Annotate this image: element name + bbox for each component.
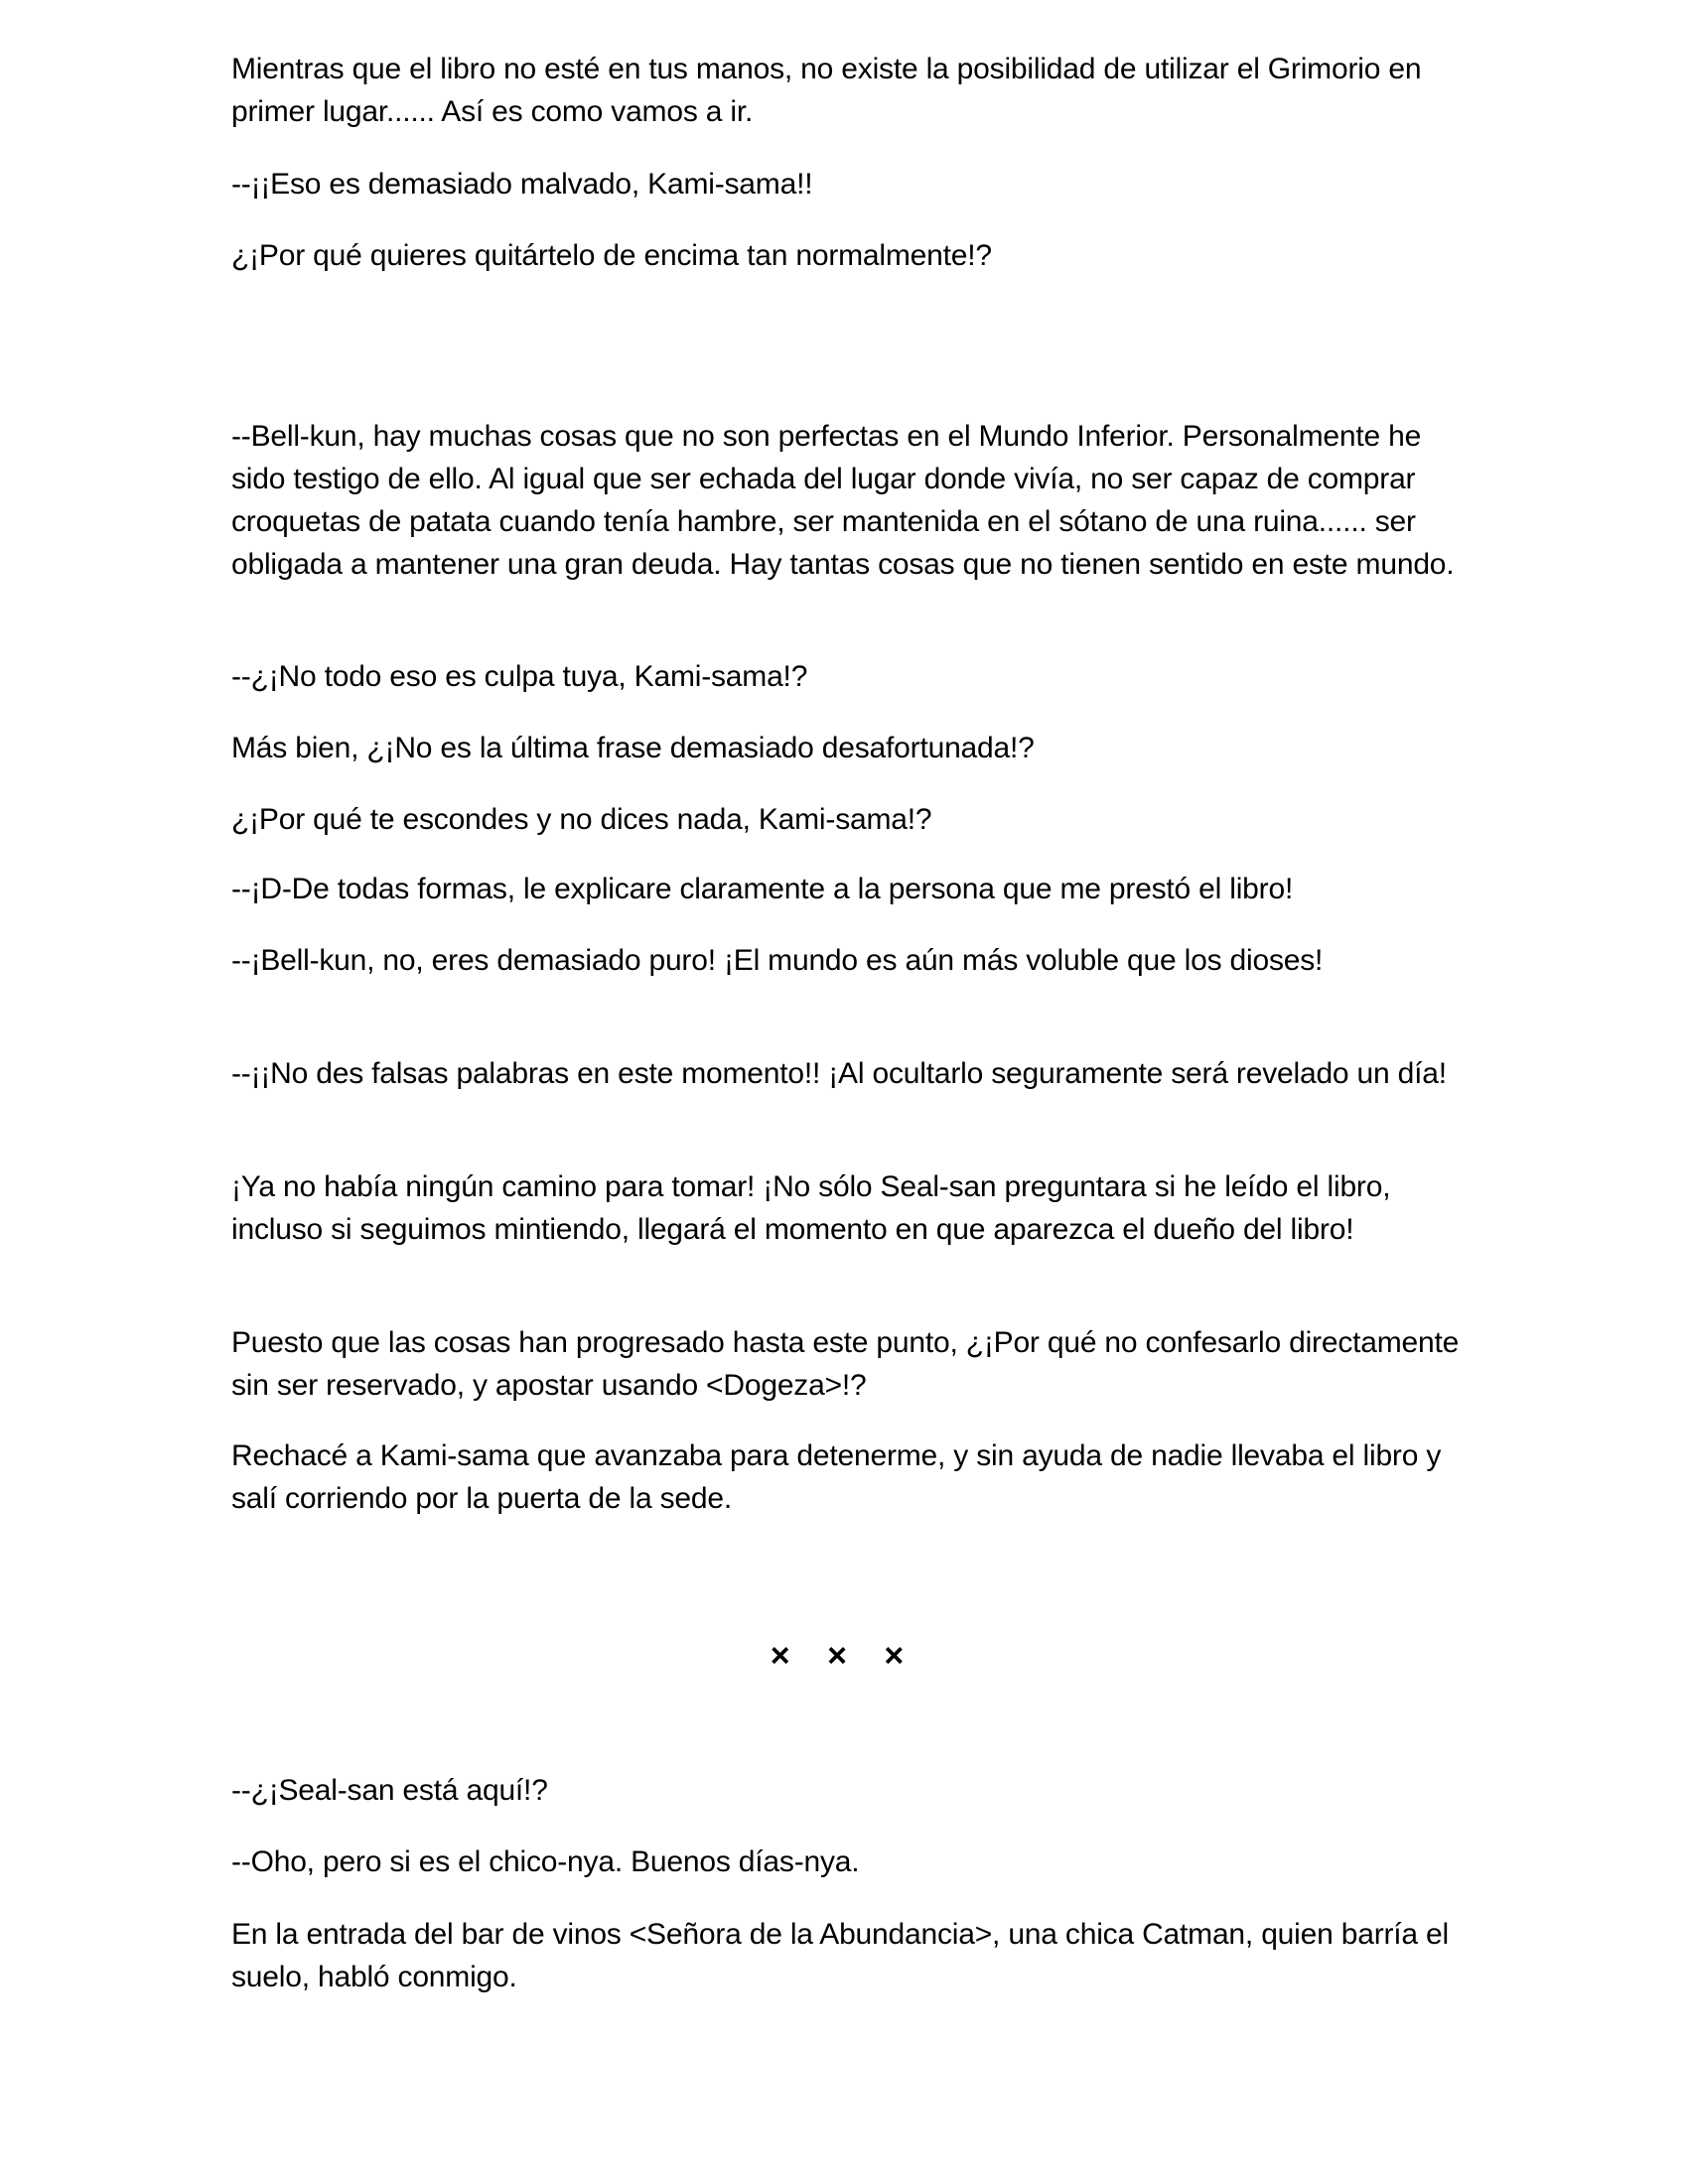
paragraph: En la entrada del bar de vinos <Señora de la Abundancia>, una chica Catman, quien barría el suelo, habló conmigo. [231, 1918, 1449, 1993]
paragraph: --¡¡Eso es demasiado malvado, Kami-sama!! [231, 168, 813, 201]
paragraph: --¡Bell-kun, no, eres demasiado puro! ¡El mundo es aún más voluble que los dioses! [231, 944, 1324, 977]
paragraph: --¿¡No todo eso es culpa tuya, Kami-sama!? [231, 660, 808, 693]
paragraph: Puesto que las cosas han progresado hasta este punto, ¿¡Por qué no confesarlo directamente sin ser reservado, y apostar usando <Dogeza>!? [231, 1326, 1460, 1402]
paragraph: Más bien, ¿¡No es la última frase demasiado desafortunada!? [231, 732, 1035, 764]
paragraph: ¿¡Por qué quieres quitártelo de encima tan normalmente!? [231, 239, 992, 272]
paragraph: ¿¡Por qué te escondes y no dices nada, Kami-sama!? [231, 803, 932, 836]
scene-break-marker: × × × [770, 1637, 918, 1675]
paragraph: --¡D-De todas formas, le explicare claramente a la persona que me prestó el libro! [231, 873, 1294, 905]
paragraph: --Bell-kun, hay muchas cosas que no son perfectas en el Mundo Inferior. Personalmente he sido testigo de ello. Al igual que ser echada del lugar donde vivía, no ser capaz de comprar croquetas de patata cuando tenía hambre, ser mantenida en el sótano de una ruina...... ser obligada a mantener una gran deuda. Hay tantas cosas que no tienen sentido en este mundo. [231, 420, 1455, 581]
paragraph: Rechacé a Kami-sama que avanzaba para detenerme, y sin ayuda de nadie llevaba el libro y salí corriendo por la puerta de la sede. [231, 1439, 1442, 1515]
paragraph: ¡Ya no había ningún camino para tomar! ¡No sólo Seal-san preguntara si he leído el libro, incluso si seguimos mintiendo, llegará el momento en que aparezca el dueño del libro! [231, 1170, 1391, 1246]
paragraph: --¿¡Seal-san está aquí!? [231, 1774, 548, 1807]
paragraph: --¡¡No des falsas palabras en este momento!! ¡Al ocultarlo seguramente será revelado un día! [231, 1057, 1447, 1090]
paragraph: --Oho, pero si es el chico-nya. Buenos días-nya. [231, 1845, 860, 1878]
paragraph: Mientras que el libro no esté en tus manos, no existe la posibilidad de utilizar el Grimorio en primer lugar...... Así es como vamos a ir. [231, 53, 1422, 128]
